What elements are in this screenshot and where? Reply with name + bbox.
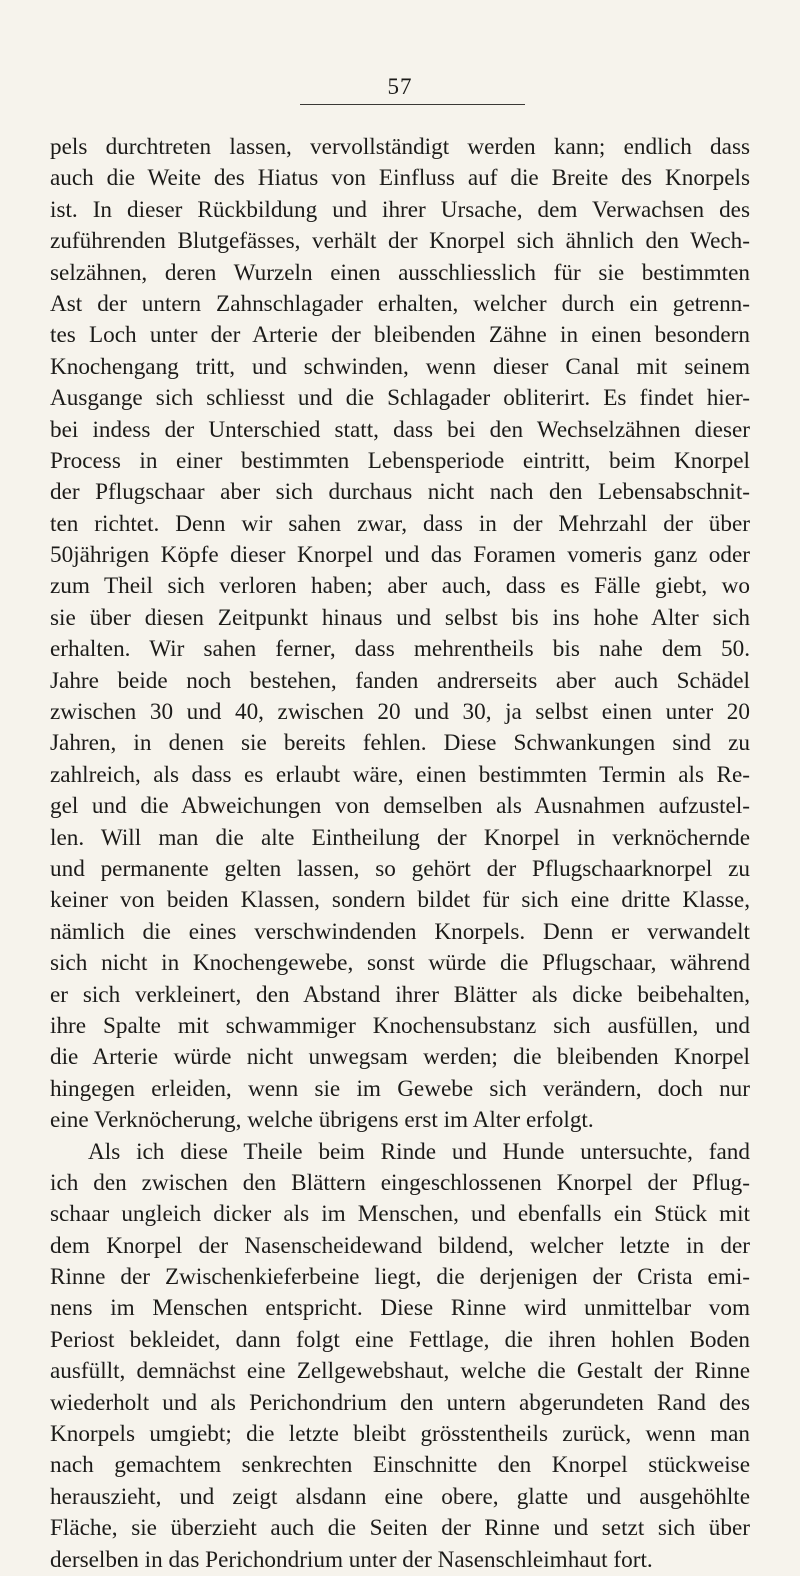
text-line: nach gemachtem senkrechten Einschnitte den Knorpel stückweise [50, 1452, 750, 1479]
text-line: nens im Menschen entspricht. Diese Rinne wird unmittelbar vom [50, 1295, 750, 1322]
text-line: sich nicht in Knochengewebe, sonst würde die Pflugschaar, während [50, 950, 750, 977]
text-line: keiner von beiden Klassen, sondern bildet für sich eine dritte Klasse, [50, 887, 750, 914]
text-line: ausfüllt, demnächst eine Zellgewebshaut, welche die Gestalt der Rinne [50, 1358, 750, 1385]
text-line: gel und die Abweichungen von demselben als Ausnahmen aufzustel- [50, 793, 750, 820]
text-line: der Pflugschaar aber sich durchaus nicht nach den Lebensabschnit- [50, 479, 750, 506]
text-line: derselben in das Perichondrium unter der Nasenschleimhaut fort. [50, 1546, 653, 1573]
text-line: herauszieht, und zeigt alsdann eine obere, glatte und ausgehöhlte [50, 1483, 750, 1510]
text-line: tes Loch unter der Arterie der bleibenden Zähne in einen besondern [50, 322, 750, 349]
text-line: erhalten. Wir sahen ferner, dass mehrentheils bis nahe dem 50. [50, 636, 750, 663]
text-line: zum Theil sich verloren haben; aber auch, dass es Fälle giebt, wo [50, 573, 750, 600]
text-line: ist. In dieser Rückbildung und ihrer Ursache, dem Verwachsen des [50, 196, 750, 223]
text-line: schaar ungleich dicker als im Menschen, und ebenfalls ein Stück mit [50, 1201, 750, 1228]
text-line: selzähnen, deren Wurzeln einen ausschliesslich für sie bestimmten [50, 259, 750, 286]
text-line: hingegen erleiden, wenn sie im Gewebe sich verändern, doch nur [50, 1075, 750, 1102]
text-line: Periost bekleidet, dann folgt eine Fettlage, die ihren hohlen Boden [50, 1326, 750, 1353]
text-line: Process in einer bestimmten Lebensperiode eintritt, beim Knorpel [50, 447, 750, 474]
text-line: zahlreich, als dass es erlaubt wäre, einen bestimmten Termin als Re- [50, 761, 750, 788]
text-line: bei indess der Unterschied statt, dass bei den Wechselzähnen dieser [50, 416, 750, 443]
page-number: 57 [387, 74, 413, 99]
header-rule [300, 104, 525, 105]
text-line: zuführenden Blutgefässes, verhält der Knorpel sich ähnlich den Wech- [50, 228, 750, 255]
text-line: sie über diesen Zeitpunkt hinaus und selbst bis ins hohe Alter sich [50, 604, 750, 631]
text-line: Knorpels umgiebt; die letzte bleibt grösstentheils zurück, wenn man [50, 1421, 750, 1448]
text-line: pels durchtreten lassen, vervollständigt werden kann; endlich dass [50, 134, 750, 160]
body-text [50, 132, 750, 1576]
text-line: wiederholt und als Perichondrium den untern abgerundeten Rand des [50, 1389, 750, 1416]
text-line: len. Will man die alte Eintheilung der Knorpel in verknöchernde [50, 824, 750, 851]
text-line: ten richtet. Denn wir sahen zwar, dass in der Mehrzahl der über [50, 510, 750, 537]
text-line: Jahre beide noch bestehen, fanden andrerseits aber auch Schädel [50, 667, 750, 694]
text-line: Fläche, sie überzieht auch die Seiten der Rinne und setzt sich über [50, 1515, 750, 1542]
text-line: ich den zwischen den Blättern eingeschlossenen Knorpel der Pflug- [50, 1169, 750, 1196]
text-line: Ausgange sich schliesst und die Schlagader obliterirt. Es findet hier- [50, 385, 750, 412]
text-line: zwischen 30 und 40, zwischen 20 und 30, ja selbst einen unter 20 [50, 699, 750, 726]
text-line: nämlich die eines verschwindenden Knorpels. Denn er verwandelt [50, 918, 750, 945]
text-line: die Arterie würde nicht unwegsam werden; die bleibenden Knorpel [50, 1044, 750, 1071]
text-line: dem Knorpel der Nasenscheidewand bildend, welcher letzte in der [50, 1232, 750, 1259]
text-line: und permanente gelten lassen, so gehört der Pflugschaarknorpel zu [50, 855, 750, 882]
text-line: auch die Weite des Hiatus von Einfluss auf die Breite des Knorpels [50, 165, 750, 192]
text-line: Knochengang tritt, und schwinden, wenn dieser Canal mit seinem [50, 353, 750, 380]
text-line: Jahren, in denen sie bereits fehlen. Diese Schwankungen sind zu [50, 730, 750, 757]
text-line: Rinne der Zwischenkieferbeine liegt, die derjenigen der Crista emi- [50, 1264, 750, 1291]
text-line: ihre Spalte mit schwammiger Knochensubstanz sich ausfüllen, und [50, 1012, 750, 1039]
text-line: 50jährigen Köpfe dieser Knorpel und das Foramen vomeris ganz oder [50, 542, 750, 569]
text-line: er sich verkleinert, den Abstand ihrer Blätter als dicke beibehalten, [50, 981, 750, 1008]
text-line: eine Verknöcherung, welche übrigens erst im Alter erfolgt. [50, 1107, 594, 1134]
text-line: Als ich diese Theile beim Rinde und Hunde untersuchte, fand [88, 1138, 750, 1165]
text-line: Ast der untern Zahnschlagader erhalten, welcher durch ein getrenn- [50, 290, 750, 317]
